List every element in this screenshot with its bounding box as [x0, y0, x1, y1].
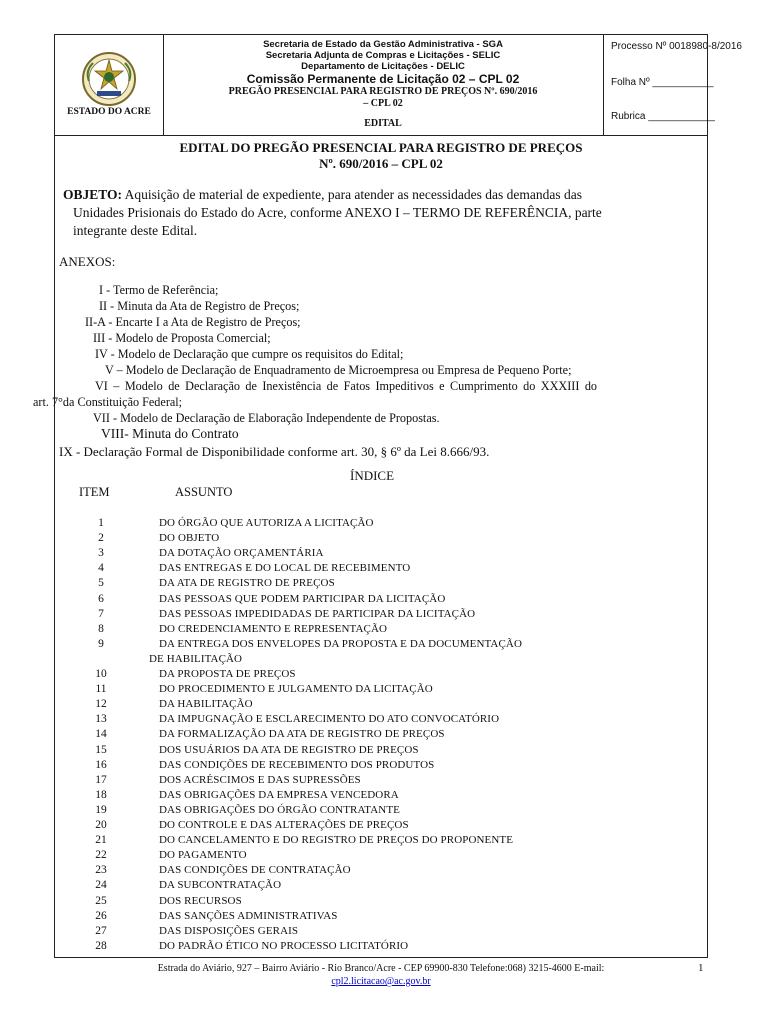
indice-item-subject: DA FORMALIZAÇÃO DA ATA DE REGISTRO DE PREÇOS	[159, 728, 445, 741]
indice-item-subject: DO CREDENCIAMENTO E REPRESENTAÇÃO	[159, 622, 388, 635]
indice-item-subject: DO CONTROLE E DAS ALTERAÇÕES DE PREÇOS	[159, 819, 409, 831]
indice-item-subject: DA DOTAÇÃO ORÇAMENTÁRIA	[159, 547, 324, 560]
indice-item-subject: DOS RECURSOS	[159, 894, 242, 907]
anexo-item: VI – Modelo de Declaração de Inexistência de Fatos Impeditivos e Cumprimento do XXXIII do	[95, 379, 598, 393]
indice-item-subject: DA PROPOSTA DE PREÇOS	[159, 668, 296, 680]
indice-item-subject: DA ATA DE REGISTRO DE PREÇOS	[159, 577, 335, 590]
edital-number: Nº. 690/2016 – CPL 02	[319, 156, 443, 171]
indice-item-number: 12	[95, 698, 107, 711]
indice-item-subject: DO OBJETO	[159, 532, 220, 545]
indice-item-number: 27	[95, 924, 107, 937]
indice-item-number: 1	[98, 517, 104, 529]
indice-item-subject: DAS CONDIÇÕES DE CONTRATAÇÃO	[159, 864, 351, 877]
indice-item-subject: DE HABILITAÇÃO	[149, 652, 243, 665]
state-name: ESTADO DO ACRE	[67, 107, 151, 117]
header-process-cell	[603, 35, 742, 135]
indice-item-number: 25	[95, 894, 107, 907]
objeto-text-1: Aquisição de material de expediente, para atender as necessidades das demandas das	[122, 187, 582, 202]
indice-item-subject: DAS PESSOAS QUE PODEM PARTICIPAR DA LICITAÇÃO	[159, 592, 446, 605]
indice-heading: ÍNDICE	[350, 468, 395, 483]
indice-item-number: 28	[95, 939, 107, 952]
rubrica-field: Rubrica ____________	[611, 111, 715, 122]
indice-item-number: 14	[95, 728, 107, 741]
indice-item-number: 20	[95, 819, 107, 831]
header-line-delic: Departamento de Licitações - DELIC	[301, 61, 465, 72]
indice-item-subject: DOS USUÁRIOS DA ATA DE REGISTRO DE PREÇOS	[159, 743, 419, 756]
document-body	[33, 136, 708, 958]
header-line-cpl: – CPL 02	[363, 98, 403, 109]
document-footer	[54, 962, 708, 988]
footer-address: Estrada do Aviário, 927 – Bairro Aviário - Rio Branco/Acre - CEP 69900-830 Telefone:068) 3215-4600 E-mail:	[157, 963, 605, 974]
indice-col-assunto: ASSUNTO	[175, 485, 233, 499]
indice-item-number: 13	[95, 713, 107, 726]
indice-item-number: 4	[98, 562, 104, 575]
indice-item-subject: DAS CONDIÇÕES DE RECEBIMENTO DOS PRODUTOS	[159, 758, 435, 771]
indice-item-subject: DA HABILITAÇÃO	[159, 698, 253, 711]
page-number: 1	[698, 962, 704, 974]
indice-item-subject: DO ÓRGÃO QUE AUTORIZA A LICITAÇÃO	[159, 517, 374, 529]
indice-col-item: ITEM	[79, 485, 110, 499]
header-line-sga: Secretaria de Estado da Gestão Administrativa - SGA	[263, 39, 503, 50]
indice-item-number: 23	[95, 864, 107, 877]
anexo-item: IV - Modelo de Declaração que cumpre os requisitos do Edital;	[95, 347, 404, 361]
indice-item-subject: DOS ACRÉSCIMOS E DAS SUPRESSÕES	[159, 773, 361, 786]
indice-item-number: 22	[95, 849, 107, 862]
indice-item-number: 24	[95, 879, 107, 892]
indice-item-number: 17	[95, 773, 107, 786]
folha-field: Folha Nº ___________	[611, 77, 714, 88]
document-header	[54, 34, 742, 136]
indice-item-subject: DAS DISPOSIÇÕES GERAIS	[159, 924, 299, 937]
indice-item-subject: DO CANCELAMENTO E DO REGISTRO DE PREÇOS DO PROPONENTE	[159, 834, 514, 847]
indice-item-number: 3	[98, 547, 104, 560]
header-logo-cell	[55, 35, 164, 135]
anexo-item: art. 7°da Constituição Federal;	[33, 395, 183, 409]
indice-item-subject: DO PROCEDIMENTO E JULGAMENTO DA LICITAÇÃO	[159, 683, 433, 696]
indice-item-subject: DA SUBCONTRATAÇÃO	[159, 879, 282, 892]
indice-item-number: 10	[95, 668, 107, 680]
indice-item-number: 18	[95, 788, 107, 801]
anexo-item: III - Modelo de Proposta Comercial;	[93, 331, 271, 345]
indice-item-number: 6	[98, 592, 104, 605]
objeto-paragraph	[63, 186, 699, 240]
anexo-item: II-A - Encarte I a Ata de Registro de Preços;	[85, 315, 301, 329]
indice-item-subject: DAS PESSOAS IMPEDIDADAS DE PARTICIPAR DA LICITAÇÃO	[159, 607, 476, 620]
process-number: Processo Nº 0018980-8/2016	[611, 41, 742, 52]
anexo-item: I - Termo de Referência;	[99, 283, 219, 297]
anexo-item: VIII- Minuta do Contrato	[101, 426, 239, 441]
indice-item-number: 19	[95, 803, 107, 816]
header-institution-cell	[163, 35, 604, 135]
indice-item-subject: DA IMPUGNAÇÃO E ESCLARECIMENTO DO ATO CONVOCATÓRIO	[159, 713, 500, 726]
indice-item-subject: DAS SANÇÕES ADMINISTRATIVAS	[159, 909, 338, 922]
indice-item-number: 21	[95, 834, 107, 847]
indice-item-subject: DO PADRÃO ÉTICO NO PROCESSO LICITATÓRIO	[159, 939, 409, 952]
header-line-commission: Comissão Permanente de Licitação 02 – CPL 02	[246, 72, 520, 86]
anexo-item: V – Modelo de Declaração de Enquadramento de Microempresa ou Empresa de Pequeno Porte;	[105, 363, 572, 377]
objeto-text-2: Unidades Prisionais do Estado do Acre, conforme ANEXO I – TERMO DE REFERÊNCIA, parte	[73, 205, 602, 220]
anexo-item: IX - Declaração Formal de Disponibilidade conforme art. 30, § 6º da Lei 8.666/93.	[59, 444, 490, 459]
header-line-edital: EDITAL	[364, 118, 402, 129]
state-seal-icon	[81, 51, 137, 107]
indice-item-subject: DAS ENTREGAS E DO LOCAL DE RECEBIMENTO	[159, 562, 411, 575]
indice-item-number: 11	[95, 683, 107, 696]
indice-item-number: 9	[98, 637, 104, 650]
anexos-heading: ANEXOS:	[59, 254, 116, 269]
indice-item-number: 8	[98, 622, 104, 635]
indice-item-number: 16	[95, 758, 107, 771]
indice-item-number: 7	[98, 607, 104, 620]
objeto-label: OBJETO:	[63, 187, 123, 202]
indice-item-number: 5	[98, 577, 104, 590]
anexo-item: II - Minuta da Ata de Registro de Preços;	[99, 299, 300, 313]
footer-email-link[interactable]: cpl2.licitacao@ac.gov.br	[331, 976, 431, 987]
edital-title: EDITAL DO PREGÃO PRESENCIAL PARA REGISTRO DE PREÇOS	[179, 140, 583, 155]
indice-item-number: 2	[98, 532, 104, 545]
header-line-pregao: PREGÃO PRESENCIAL PARA REGISTRO DE PREÇOS Nº. 690/2016	[228, 86, 538, 97]
header-line-selic: Secretaria Adjunta de Compras e Licitações - SELIC	[265, 50, 501, 61]
indice-item-subject: DAS OBRIGAÇÕES DO ÓRGÃO CONTRATANTE	[159, 803, 400, 816]
indice-item-subject: DO PAGAMENTO	[159, 849, 247, 862]
indice-item-subject: DA ENTREGA DOS ENVELOPES DA PROPOSTA E DA DOCUMENTAÇÃO	[159, 637, 523, 650]
objeto-text-3: integrante deste Edital.	[73, 223, 198, 238]
indice-item-subject: DAS OBRIGAÇÕES DA EMPRESA VENCEDORA	[159, 788, 399, 801]
indice-item-number: 26	[95, 909, 107, 922]
anexo-item: VII - Modelo de Declaração de Elaboração Independente de Propostas.	[93, 411, 440, 425]
indice-item-number: 15	[95, 743, 107, 756]
